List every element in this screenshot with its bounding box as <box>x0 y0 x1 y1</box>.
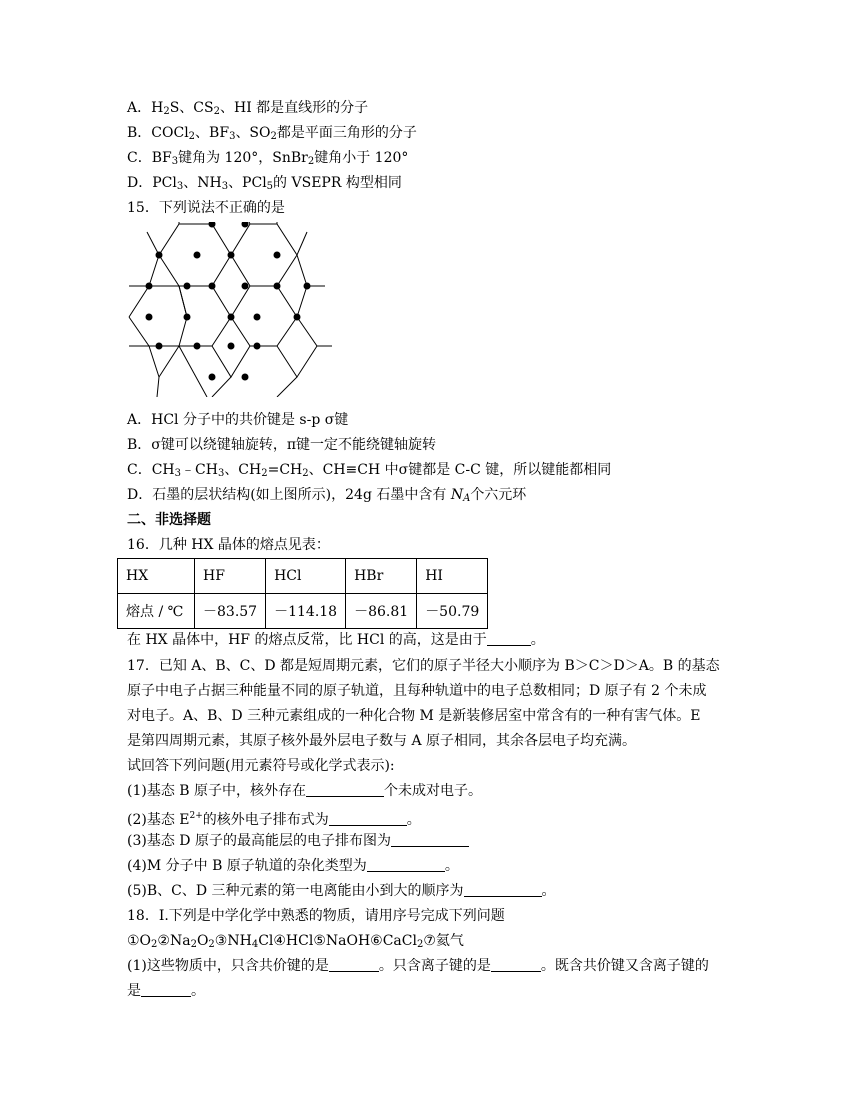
text: (1)基态 B 原子中，核外存在 <box>127 783 307 799</box>
text: =CH <box>267 462 303 478</box>
q14-option-d <box>127 171 402 195</box>
text: ①O <box>127 933 152 949</box>
text: 。 <box>444 858 459 874</box>
table-cell: －114.18 <box>266 594 346 629</box>
answer-blank[interactable] <box>491 957 541 972</box>
q17-part-5 <box>127 879 556 903</box>
subscript: 3 <box>221 181 229 192</box>
subscript: 2 <box>208 939 215 950</box>
text: 、SO <box>235 125 271 141</box>
table-cell: HF <box>195 559 266 594</box>
graphite-atoms <box>146 222 311 381</box>
text: 。只含离子键的是 <box>378 958 491 974</box>
subscript: 2 <box>416 939 424 950</box>
carbon-atom <box>184 283 191 290</box>
text: 。 <box>406 812 421 828</box>
text: S、CS <box>169 100 214 116</box>
subscript: A <box>463 493 471 504</box>
text: C．BF <box>127 150 172 166</box>
q14-option-c <box>127 146 408 170</box>
text: 键角小于 120° <box>314 150 409 166</box>
q17-line: 17．已知 A、B、C、D 都是短周期元素，它们的原子半径大小顺序为 B＞C＞D＞A。B 的基态 <box>127 658 720 674</box>
q16-stem: 16．几种 HX 晶体的熔点见表： <box>127 537 330 553</box>
text: (4)M 分子中 B 原子轨道的杂化类型为 <box>127 858 367 874</box>
text: (5)B、C、D 三种元素的第一电离能由小到大的顺序为 <box>127 883 464 899</box>
carbon-atom <box>242 374 249 381</box>
text: B．COCl <box>127 125 189 141</box>
text: (1)这些物质中，只含共价键的是 <box>127 958 329 974</box>
table-cell: HBr <box>346 559 417 594</box>
text: Cl④HCl⑤NaOH⑥CaCl <box>258 933 417 949</box>
text: ③NH <box>214 933 252 949</box>
subscript: 4 <box>251 939 259 950</box>
q18-part-1-cont <box>127 979 205 1003</box>
subscript: 3 <box>217 468 225 479</box>
carbon-atom <box>254 343 261 350</box>
text: 的 VSEPR 构型相同 <box>273 175 402 191</box>
text: D．石墨的层状结构(如上图所示)，24g 石墨中含有 <box>127 487 451 503</box>
carbon-atom <box>294 314 301 321</box>
carbon-atom <box>242 283 249 290</box>
table-cell: －83.57 <box>195 594 266 629</box>
text: 个六元环 <box>470 487 527 503</box>
carbon-atom <box>254 314 261 321</box>
text: 的核外电子排布式为 <box>202 812 329 828</box>
text: 。 <box>191 983 205 999</box>
subscript: 3 <box>171 156 179 167</box>
text: ②Na <box>157 933 191 949</box>
carbon-atom <box>156 343 163 350</box>
text: D．PCl <box>127 175 177 191</box>
q16-question <box>127 628 545 652</box>
q15-option-b: B．σ键可以绕键轴旋转，π键一定不能绕键轴旋转 <box>127 437 437 453</box>
q17-line: 原子中电子占据三种能量不同的原子轨道，且每种轨道中的电子总数相同；D 原子有 2 个未成 <box>127 683 707 699</box>
carbon-atom <box>156 252 163 259</box>
subscript: 2 <box>261 468 268 479</box>
q17-line: 试回答下列问题(用元素符号或化学式表示): <box>127 758 395 774</box>
avogadro-symbol: N <box>450 487 464 503</box>
q17-part-4 <box>127 854 459 878</box>
q14-option-a <box>127 96 368 120</box>
subscript: 2 <box>213 106 220 117</box>
text: 、HI 都是直线形的分子 <box>219 100 369 116</box>
table-cell: 熔点 / ℃ <box>118 594 195 629</box>
text: C．CH <box>127 462 175 478</box>
carbon-atom <box>304 283 311 290</box>
text: O <box>196 933 209 949</box>
carbon-atom <box>194 343 201 350</box>
carbon-atom <box>209 222 216 228</box>
carbon-atom <box>228 343 235 350</box>
subscript: 3 <box>174 468 182 479</box>
answer-blank[interactable] <box>329 957 379 972</box>
text: 。 <box>541 883 556 899</box>
text: ⑦氦气 <box>423 933 464 949</box>
table-row <box>118 559 488 594</box>
carbon-atom <box>274 252 281 259</box>
q17-part-2 <box>127 804 421 828</box>
text: 。既含共价键又含离子键的 <box>540 958 709 974</box>
text: (3)基态 D 原子的最高能层的电子排布图为 <box>127 833 391 849</box>
carbon-atom <box>146 283 153 290</box>
subscript: 2 <box>307 156 315 167</box>
answer-blank[interactable] <box>329 811 407 826</box>
superscript: 2+ <box>189 811 203 821</box>
subscript: 5 <box>266 181 274 192</box>
q18-substances <box>127 929 464 953</box>
carbon-atom <box>184 314 191 321</box>
answer-blank[interactable] <box>391 832 469 847</box>
table-cell: HCl <box>266 559 346 594</box>
q14-option-b <box>127 121 417 145</box>
text: 在 HX 晶体中，HF 的熔点反常，比 HCl 的高，这是由于 <box>127 632 487 648</box>
subscript: 3 <box>176 181 184 192</box>
subscript: 2 <box>188 131 196 142</box>
text: A．H <box>127 100 164 116</box>
table-cell: －50.79 <box>417 594 488 629</box>
subscript: 2 <box>302 468 309 479</box>
q17-line: 对电子。A、B、D 三种元素组成的一种化合物 M 是新装修居室中常含有的一种有害气体。E <box>127 708 701 724</box>
text: 、NH <box>183 175 222 191</box>
answer-blank[interactable] <box>464 882 542 897</box>
text: 、CH≡CH 中σ键都是 C-C 键，所以键能都相同 <box>308 462 612 478</box>
text: 、BF <box>195 125 230 141</box>
q15-option-a: A．HCl 分子中的共价键是 s-p σ键 <box>127 412 349 428</box>
q15-option-d <box>127 483 526 507</box>
text: 个未成对电子。 <box>384 783 483 799</box>
text: 键角为 120°，SnBr <box>178 150 308 166</box>
carbon-atom <box>146 314 153 321</box>
subscript: 2 <box>190 939 197 950</box>
table-cell: HX <box>118 559 195 594</box>
table-cell: HI <box>417 559 488 594</box>
hx-melting-point-table <box>117 558 488 629</box>
subscript: 3 <box>229 131 236 142</box>
carbon-atom <box>242 222 249 228</box>
q17-part-3 <box>127 829 469 853</box>
answer-blank[interactable] <box>367 857 445 872</box>
text: (2)基态 E <box>127 812 190 828</box>
subscript: 2 <box>151 939 158 950</box>
text: 、CH <box>224 462 262 478</box>
q18-part-1 <box>127 954 709 978</box>
carbon-atom <box>228 252 235 259</box>
q15-stem: 15．下列说法不正确的是 <box>127 200 285 216</box>
carbon-atom <box>194 252 201 259</box>
q15-option-c <box>127 458 611 482</box>
answer-blank[interactable] <box>487 631 531 646</box>
table-cell: －86.81 <box>346 594 417 629</box>
graphite-structure-diagram <box>127 222 337 397</box>
text: 。 <box>530 632 545 648</box>
q18-stem: 18．I.下列是中学化学中熟悉的物质，请用序号完成下列问题 <box>127 908 505 924</box>
answer-blank[interactable] <box>306 782 384 797</box>
text: 都是平面三角形的分子 <box>276 125 417 141</box>
subscript: 2 <box>270 131 277 142</box>
table-row <box>118 594 488 629</box>
carbon-atom <box>209 374 216 381</box>
q17-part-1 <box>127 779 482 803</box>
text: 是 <box>127 983 141 999</box>
carbon-atom <box>274 283 281 290</box>
subscript: 2 <box>163 106 170 117</box>
carbon-atom <box>209 283 216 290</box>
answer-blank[interactable] <box>141 982 191 997</box>
text: ﹣CH <box>181 462 218 478</box>
section-heading: 二、非选择题 <box>127 512 211 528</box>
carbon-atom <box>228 314 235 321</box>
text: 、PCl <box>228 175 267 191</box>
q17-line: 是第四周期元素，其原子核外最外层电子数与 A 原子相同，其余各层电子均充满。 <box>127 733 637 749</box>
graphite-bonds <box>129 222 332 397</box>
